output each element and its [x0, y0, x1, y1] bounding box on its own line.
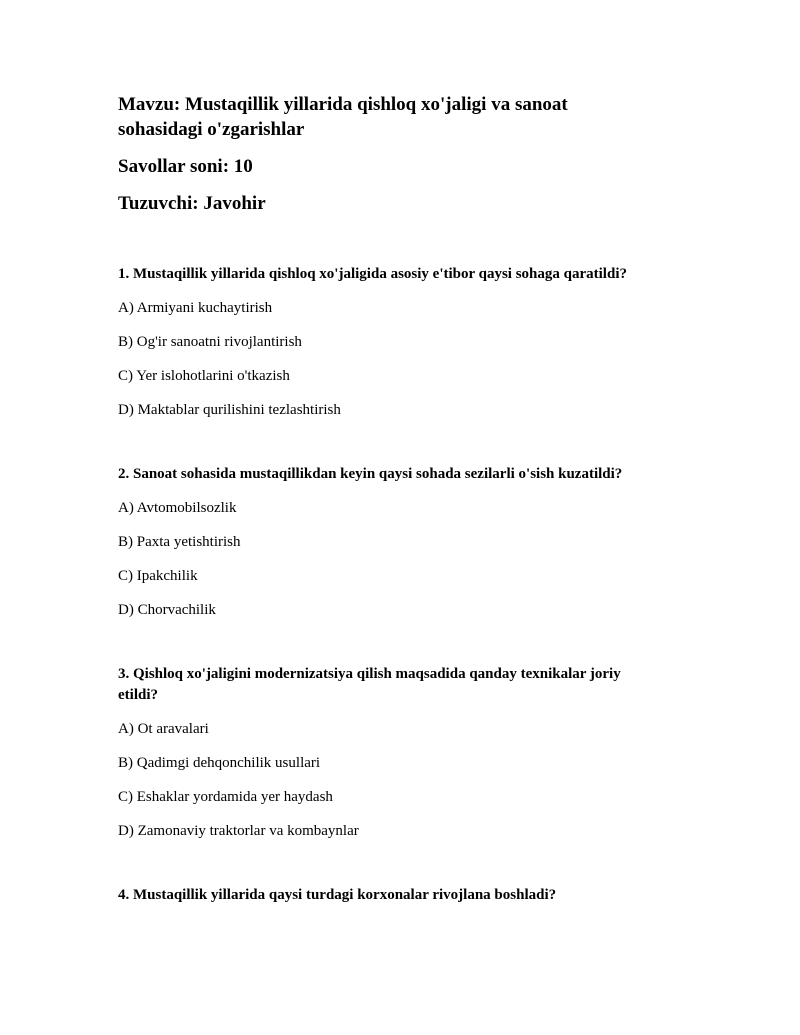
question-spacer — [118, 855, 650, 885]
question-text: 1. Mustaqillik yillarida qishloq xo'jaligida asosiy e'tibor qaysi sohaga qaratildi? — [118, 266, 627, 282]
answer-option: A) Armiyani kuchaytirish — [118, 300, 273, 316]
document-title: Mavzu: Mustaqillik yillarida qishloq xo'jaligi va sanoat sohasidagi o'zgarishlar — [118, 94, 568, 140]
answer-option: C) Ipakchilik — [118, 568, 198, 584]
question-count: Savollar soni: 10 — [118, 156, 253, 177]
question-spacer — [118, 634, 650, 664]
document-author: Tuzuvchi: Javohir — [118, 193, 266, 214]
question-text: 3. Qishloq xo'jaligini modernizatsiya qilish maqsadida qanday texnikalar joriy etildi? — [118, 666, 621, 703]
answer-option: B) Og'ir sanoatni rivojlantirish — [118, 334, 302, 350]
answer-option: D) Chorvachilik — [118, 602, 216, 618]
answer-option: A) Avtomobilsozlik — [118, 500, 237, 516]
answer-option: B) Paxta yetishtirish — [118, 534, 241, 550]
answer-option: C) Eshaklar yordamida yer haydash — [118, 789, 333, 805]
answer-option: D) Maktablar qurilishini tezlashtirish — [118, 402, 341, 418]
question-text: 4. Mustaqillik yillarida qaysi turdagi korxonalar rivojlana boshladi? — [118, 887, 557, 903]
question-2 — [118, 464, 650, 621]
question-4 — [118, 885, 650, 906]
question-spacer — [118, 434, 650, 464]
question-3 — [118, 664, 650, 842]
answer-option: A) Ot aravalari — [118, 721, 209, 737]
question-1 — [118, 264, 650, 421]
answer-option: B) Qadimgi dehqonchilik usullari — [118, 755, 321, 771]
answer-option: D) Zamonaviy traktorlar va kombaynlar — [118, 823, 359, 839]
answer-option: C) Yer islohotlarini o'tkazish — [118, 368, 290, 384]
question-text: 2. Sanoat sohasida mustaqillikdan keyin qaysi sohada sezilarli o'sish kuzatildi? — [118, 466, 623, 482]
